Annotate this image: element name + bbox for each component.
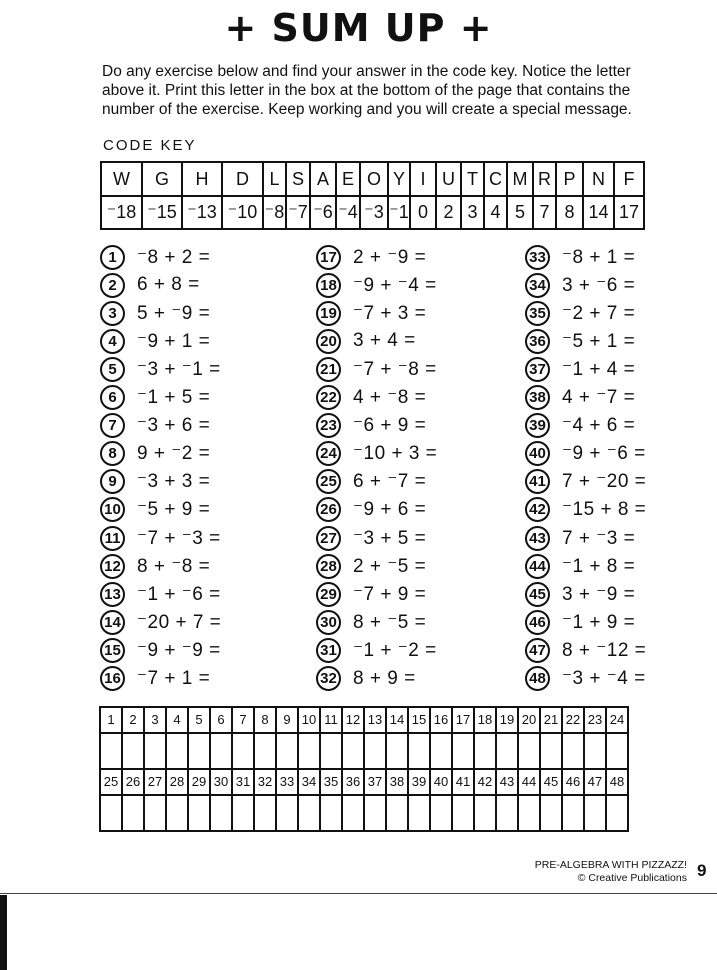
exercise-expression: ⁻8 + 2 =	[137, 246, 211, 268]
exercise-number: 1	[100, 245, 125, 270]
exercise-item	[525, 356, 635, 382]
answer-box-number: 33	[276, 769, 298, 795]
code-key-letter: D	[222, 162, 263, 196]
exercise-number: 14	[100, 610, 125, 635]
exercise-item	[100, 666, 210, 692]
exercise-number: 6	[100, 385, 125, 410]
exercise-number: 23	[316, 413, 341, 438]
answer-box[interactable]	[452, 733, 474, 769]
code-key-letter: H	[182, 162, 222, 196]
exercise-number: 34	[525, 273, 550, 298]
answer-box-number: 6	[210, 707, 232, 733]
answer-box[interactable]	[122, 733, 144, 769]
exercise-item	[316, 441, 437, 467]
exercise-item	[100, 553, 210, 579]
exercise-number: 11	[100, 526, 125, 551]
exercise-number: 10	[100, 497, 125, 522]
answer-box-number: 22	[562, 707, 584, 733]
instructions	[102, 62, 717, 119]
exercise-item	[525, 525, 635, 551]
exercise-number: 30	[316, 610, 341, 635]
answer-box-number: 36	[342, 769, 364, 795]
exercise-item	[316, 469, 426, 495]
exercise-expression: 8 + 9 =	[353, 667, 416, 689]
answer-box[interactable]	[606, 795, 628, 831]
exercise-item	[316, 497, 426, 523]
code-key-value: 14	[583, 196, 614, 229]
exercise-expression: 2 + ⁻9 =	[353, 246, 427, 268]
exercise-expression: ⁻9 + ⁻9 =	[137, 639, 221, 661]
answer-box-number: 46	[562, 769, 584, 795]
answer-box[interactable]	[276, 795, 298, 831]
answer-box-number: 16	[430, 707, 452, 733]
answer-box-number: 31	[232, 769, 254, 795]
exercise-item	[100, 356, 221, 382]
code-key-value: ⁻3	[360, 196, 388, 229]
exercise-item	[525, 609, 635, 635]
exercise-item	[316, 666, 416, 692]
exercise-item	[525, 272, 635, 298]
page-title: + SUM UP +	[224, 6, 493, 50]
code-key-letter: N	[583, 162, 614, 196]
code-key-letter: A	[310, 162, 336, 196]
exercise-number: 36	[525, 329, 550, 354]
exercise-number: 27	[316, 526, 341, 551]
exercise-number: 22	[316, 385, 341, 410]
exercise-item	[316, 328, 416, 354]
answer-box[interactable]	[606, 733, 628, 769]
exercise-item	[525, 637, 646, 663]
answer-box[interactable]	[254, 733, 276, 769]
answer-box[interactable]	[342, 733, 364, 769]
exercise-item	[525, 385, 635, 411]
answer-box-number: 7	[232, 707, 254, 733]
exercise-expression: 8 + ⁻8 =	[137, 555, 211, 577]
exercise-number: 46	[525, 610, 550, 635]
instruction-line: Do any exercise below and find your answer in the code key. Notice the letter	[102, 63, 631, 80]
exercise-number: 32	[316, 666, 341, 691]
answer-box-number: 32	[254, 769, 276, 795]
exercise-expression: ⁻8 + 1 =	[562, 246, 636, 268]
exercise-number: 41	[525, 469, 550, 494]
exercise-number: 16	[100, 666, 125, 691]
answer-box[interactable]	[408, 733, 430, 769]
exercise-item	[316, 356, 437, 382]
answer-box-number: 34	[298, 769, 320, 795]
exercise-item	[525, 413, 635, 439]
publisher: © Creative Publications	[577, 872, 687, 884]
answer-box[interactable]	[474, 733, 496, 769]
exercise-number: 39	[525, 413, 550, 438]
code-key-table	[100, 161, 645, 230]
answer-grid-boxes-row-1	[100, 733, 628, 769]
code-key-letters-row	[101, 162, 644, 196]
exercise-number: 48	[525, 666, 550, 691]
divider	[0, 893, 717, 894]
answer-box[interactable]	[188, 733, 210, 769]
answer-box-number: 12	[342, 707, 364, 733]
code-key-letter: I	[410, 162, 436, 196]
exercise-expression: ⁻9 + 1 =	[137, 330, 211, 352]
answer-box-number: 14	[386, 707, 408, 733]
exercise-number: 26	[316, 497, 341, 522]
answer-grid-numbers-row-2	[100, 769, 628, 795]
answer-box-number: 19	[496, 707, 518, 733]
code-key-letter: T	[461, 162, 484, 196]
exercise-item	[316, 413, 426, 439]
answer-box-number: 40	[430, 769, 452, 795]
code-key-letter: R	[533, 162, 556, 196]
code-key-value: ⁻1	[388, 196, 410, 229]
exercise-expression: ⁻7 + 1 =	[137, 668, 211, 689]
exercise-expression: ⁻9 + ⁻4 =	[353, 274, 437, 296]
answer-box[interactable]	[342, 795, 364, 831]
answer-box-number: 26	[122, 769, 144, 795]
exercise-number: 25	[316, 469, 341, 494]
answer-box-number: 4	[166, 707, 188, 733]
exercise-number: 37	[525, 357, 550, 382]
answer-box-number: 18	[474, 707, 496, 733]
code-key-value: 5	[507, 196, 533, 229]
code-key-letter: L	[263, 162, 286, 196]
answer-grid-numbers-row-1	[100, 707, 628, 733]
exercise-expression: ⁻7 + 9 =	[353, 583, 427, 605]
answer-box[interactable]	[584, 733, 606, 769]
code-key-value: 0	[410, 196, 436, 229]
exercise-expression: 6 + ⁻7 =	[353, 471, 427, 493]
exercise-item	[100, 469, 210, 495]
answer-box-number: 35	[320, 769, 342, 795]
exercise-item	[100, 300, 210, 326]
exercise-item	[525, 553, 635, 579]
exercise-number: 3	[100, 301, 125, 326]
answer-box[interactable]	[496, 795, 518, 831]
exercise-number: 40	[525, 441, 550, 466]
exercise-item	[100, 581, 221, 607]
code-key-value: 4	[484, 196, 507, 229]
answer-box-number: 10	[298, 707, 320, 733]
exercise-expression: ⁻10 + 3 =	[353, 443, 438, 465]
answer-box[interactable]	[364, 733, 386, 769]
answer-box[interactable]	[386, 733, 408, 769]
answer-box-number: 30	[210, 769, 232, 795]
exercise-expression: 2 + ⁻5 =	[353, 555, 427, 577]
answer-box-number: 5	[188, 707, 210, 733]
exercise-expression: ⁻1 + 8 =	[562, 555, 636, 577]
footer-credits	[535, 859, 687, 885]
exercise-item	[100, 441, 210, 467]
exercise-expression: ⁻3 + 5 =	[353, 527, 427, 549]
answer-box-number: 41	[452, 769, 474, 795]
answer-box[interactable]	[100, 795, 122, 831]
exercise-item	[316, 272, 437, 298]
answer-box[interactable]	[584, 795, 606, 831]
exercise-expression: 6 + 8 =	[137, 274, 200, 296]
exercise-item	[100, 609, 221, 635]
exercise-item	[525, 666, 646, 692]
code-key-value: ⁻6	[310, 196, 336, 229]
exercise-expression: ⁻4 + 6 =	[562, 415, 636, 437]
answer-box-number: 48	[606, 769, 628, 795]
answer-box-number: 24	[606, 707, 628, 733]
book-title: PRE-ALGEBRA WITH PIZZAZZ!	[534, 859, 687, 871]
exercise-item	[100, 525, 221, 551]
exercise-expression: ⁻7 + ⁻3 =	[137, 527, 221, 549]
answer-box-number: 28	[166, 769, 188, 795]
code-key-letter: O	[360, 162, 388, 196]
exercise-expression: ⁻1 + 4 =	[562, 358, 636, 380]
answer-grid	[99, 706, 629, 832]
exercise-expression: ⁻5 + 9 =	[137, 499, 211, 521]
code-key-values-row	[101, 196, 644, 229]
exercise-number: 8	[100, 441, 125, 466]
answer-box[interactable]	[518, 733, 540, 769]
exercise-number: 21	[316, 357, 341, 382]
answer-grid-boxes-row-2	[100, 795, 628, 831]
exercise-item	[316, 300, 426, 326]
exercise-expression: ⁻5 + 1 =	[562, 330, 636, 352]
exercise-item	[316, 553, 426, 579]
answer-box[interactable]	[210, 795, 232, 831]
exercise-number: 20	[316, 329, 341, 354]
exercise-number: 28	[316, 554, 341, 579]
exercise-expression: 3 + 4 =	[353, 330, 416, 352]
code-key-value: ⁻13	[182, 196, 222, 229]
answer-box[interactable]	[100, 733, 122, 769]
answer-box-number: 47	[584, 769, 606, 795]
exercise-expression: ⁻9 + 6 =	[353, 499, 427, 521]
exercise-item	[316, 637, 437, 663]
page-number: 9	[697, 861, 707, 880]
answer-box-number: 25	[100, 769, 122, 795]
exercise-item	[525, 469, 646, 495]
exercise-item	[100, 637, 221, 663]
exercise-expression: ⁻9 + ⁻6 =	[562, 443, 646, 465]
exercise-number: 44	[525, 554, 550, 579]
exercise-item	[100, 497, 210, 523]
exercise-item	[525, 441, 646, 467]
exercise-item	[316, 244, 426, 270]
answer-box[interactable]	[166, 733, 188, 769]
answer-box-number: 45	[540, 769, 562, 795]
answer-box[interactable]	[144, 733, 166, 769]
answer-box-number: 17	[452, 707, 474, 733]
exercise-number: 19	[316, 301, 341, 326]
answer-box-number: 2	[122, 707, 144, 733]
answer-box-number: 29	[188, 769, 210, 795]
answer-box[interactable]	[276, 733, 298, 769]
exercise-item	[100, 272, 200, 298]
code-key-letter: E	[336, 162, 360, 196]
exercise-number: 7	[100, 413, 125, 438]
exercise-item	[100, 385, 210, 411]
exercise-expression: 3 + ⁻9 =	[562, 583, 636, 605]
code-key-letter: P	[556, 162, 583, 196]
exercise-expression: ⁻2 + 7 =	[562, 302, 636, 324]
exercise-expression: 8 + ⁻12 =	[562, 639, 647, 661]
answer-box-number: 3	[144, 707, 166, 733]
exercise-item	[316, 609, 426, 635]
answer-box[interactable]	[540, 733, 562, 769]
answer-box[interactable]	[430, 733, 452, 769]
answer-box[interactable]	[408, 795, 430, 831]
answer-box-number: 11	[320, 707, 342, 733]
answer-box-number: 37	[364, 769, 386, 795]
exercise-item	[525, 328, 635, 354]
answer-box-number: 20	[518, 707, 540, 733]
exercise-expression: ⁻1 + 9 =	[562, 611, 636, 633]
answer-box[interactable]	[320, 795, 342, 831]
exercise-expression: ⁻1 + 5 =	[137, 387, 211, 408]
exercise-expression: ⁻3 + 3 =	[137, 471, 211, 493]
code-key-letter: C	[484, 162, 507, 196]
exercise-item	[316, 581, 426, 607]
exercise-number: 18	[316, 273, 341, 298]
exercise-expression: ⁻3 + ⁻4 =	[562, 668, 646, 689]
exercise-number: 2	[100, 273, 125, 298]
answer-box[interactable]	[232, 733, 254, 769]
answer-box[interactable]	[452, 795, 474, 831]
code-key-value: ⁻18	[101, 196, 142, 229]
exercise-item	[316, 385, 426, 411]
exercise-item	[525, 244, 635, 270]
code-key-value: 7	[533, 196, 556, 229]
exercise-item	[100, 244, 210, 270]
exercise-expression: ⁻3 + ⁻1 =	[137, 358, 221, 380]
exercise-number: 38	[525, 385, 550, 410]
exercise-number: 9	[100, 469, 125, 494]
answer-box-number: 38	[386, 769, 408, 795]
code-key-value: 8	[556, 196, 583, 229]
exercise-number: 29	[316, 582, 341, 607]
answer-box-number: 42	[474, 769, 496, 795]
code-key-value: ⁻4	[336, 196, 360, 229]
exercise-expression: ⁻1 + ⁻2 =	[353, 639, 437, 661]
exercise-expression: ⁻3 + 6 =	[137, 415, 211, 437]
code-key-value: ⁻8	[263, 196, 286, 229]
exercise-number: 13	[100, 582, 125, 607]
answer-box[interactable]	[210, 733, 232, 769]
code-key-value: 2	[436, 196, 461, 229]
exercise-item	[316, 525, 426, 551]
answer-box-number: 43	[496, 769, 518, 795]
code-key-value: 17	[614, 196, 644, 229]
answer-box[interactable]	[188, 795, 210, 831]
code-key-value: ⁻7	[286, 196, 310, 229]
code-key-letter: W	[101, 162, 142, 196]
answer-box[interactable]	[298, 733, 320, 769]
answer-box-number: 39	[408, 769, 430, 795]
code-key-label: CODE KEY	[103, 137, 197, 154]
exercise-item	[525, 497, 646, 523]
answer-box[interactable]	[298, 795, 320, 831]
exercise-expression: 7 + ⁻3 =	[562, 527, 636, 549]
instruction-line: number of the exercise. Keep working and you will create a special message.	[102, 101, 632, 118]
answer-box-number: 21	[540, 707, 562, 733]
instruction-line: above it. Print this letter in the box at the bottom of the page that contains the	[102, 82, 631, 99]
answer-box[interactable]	[364, 795, 386, 831]
exercise-item	[100, 328, 210, 354]
code-key-letter: Y	[388, 162, 410, 196]
answer-box-number: 1	[100, 707, 122, 733]
code-key-letter: S	[286, 162, 310, 196]
answer-box[interactable]	[430, 795, 452, 831]
exercise-number: 43	[525, 526, 550, 551]
answer-box[interactable]	[540, 795, 562, 831]
answer-box[interactable]	[320, 733, 342, 769]
answer-box[interactable]	[562, 733, 584, 769]
scan-edge-bar	[0, 895, 7, 970]
exercise-expression: ⁻6 + 9 =	[353, 415, 427, 437]
exercise-list	[100, 244, 717, 700]
answer-box[interactable]	[232, 795, 254, 831]
exercise-item	[100, 413, 210, 439]
exercise-expression: 5 + ⁻9 =	[137, 302, 211, 324]
exercise-expression: ⁻7 + 3 =	[353, 302, 427, 324]
exercise-item	[525, 581, 635, 607]
exercise-expression: ⁻7 + ⁻8 =	[353, 358, 437, 380]
exercise-number: 33	[525, 245, 550, 270]
answer-box-number: 9	[276, 707, 298, 733]
exercise-expression: 4 + ⁻8 =	[353, 387, 427, 408]
answer-box[interactable]	[386, 795, 408, 831]
answer-box-number: 44	[518, 769, 540, 795]
code-key-value: ⁻10	[222, 196, 263, 229]
exercise-expression: ⁻20 + 7 =	[137, 611, 222, 633]
exercise-number: 31	[316, 638, 341, 663]
exercise-number: 12	[100, 554, 125, 579]
exercise-number: 45	[525, 582, 550, 607]
code-key-letter: U	[436, 162, 461, 196]
answer-box-number: 13	[364, 707, 386, 733]
answer-box[interactable]	[496, 733, 518, 769]
exercise-expression: 7 + ⁻20 =	[562, 471, 647, 493]
answer-box[interactable]	[122, 795, 144, 831]
answer-box[interactable]	[474, 795, 496, 831]
answer-box[interactable]	[518, 795, 540, 831]
answer-box[interactable]	[144, 795, 166, 831]
answer-box[interactable]	[254, 795, 276, 831]
exercise-expression: ⁻15 + 8 =	[562, 499, 647, 521]
code-key-letter: M	[507, 162, 533, 196]
exercise-number: 42	[525, 497, 550, 522]
code-key-letter: G	[142, 162, 182, 196]
exercise-expression: 3 + ⁻6 =	[562, 274, 636, 296]
exercise-number: 5	[100, 357, 125, 382]
exercise-expression: 8 + ⁻5 =	[353, 611, 427, 633]
answer-box[interactable]	[562, 795, 584, 831]
answer-box-number: 27	[144, 769, 166, 795]
code-key-value: 3	[461, 196, 484, 229]
exercise-number: 15	[100, 638, 125, 663]
exercise-expression: 9 + ⁻2 =	[137, 443, 211, 465]
exercise-item	[525, 300, 635, 326]
exercise-expression: ⁻1 + ⁻6 =	[137, 583, 221, 605]
exercise-number: 24	[316, 441, 341, 466]
exercise-number: 17	[316, 245, 341, 270]
code-key-letter: F	[614, 162, 644, 196]
answer-box-number: 23	[584, 707, 606, 733]
exercise-expression: 4 + ⁻7 =	[562, 387, 636, 408]
exercise-number: 4	[100, 329, 125, 354]
answer-box-number: 8	[254, 707, 276, 733]
exercise-number: 35	[525, 301, 550, 326]
answer-box-number: 15	[408, 707, 430, 733]
code-key-value: ⁻15	[142, 196, 182, 229]
exercise-number: 47	[525, 638, 550, 663]
answer-box[interactable]	[166, 795, 188, 831]
